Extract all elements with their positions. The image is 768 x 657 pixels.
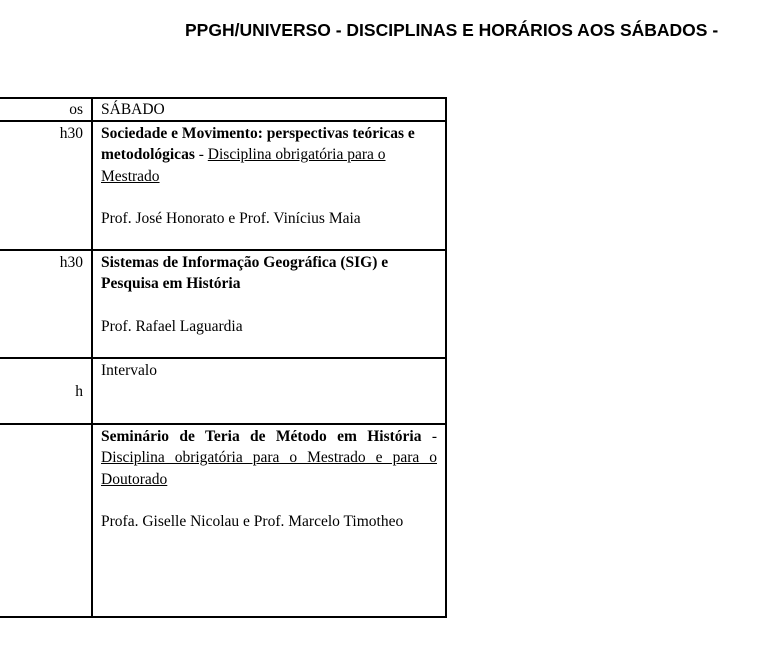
schedule-table — [0, 97, 447, 618]
course-title: Seminário de Teria de Método em História — [101, 428, 422, 445]
table-row — [0, 251, 445, 357]
course-requirement-note: Disciplina obrigatória para o Mestrado — [101, 146, 386, 185]
time-header-label: os — [69, 101, 83, 118]
course-separator: - — [194, 146, 208, 164]
course-title: Sistemas de Informação Geográfica (SIG) e Pesquisa em História — [101, 254, 389, 293]
day-header-label: SÁBADO — [101, 101, 165, 118]
time-header-cell — [0, 99, 93, 120]
table-row — [0, 425, 445, 616]
course-title: Sociedade e Movimento: perspectivas teóricas e metodológicas — [101, 125, 415, 164]
table-header-row — [0, 99, 445, 120]
course-professor: Prof. Rafael Laguardia — [101, 317, 243, 335]
course-cell — [93, 425, 445, 616]
time-cell — [0, 122, 93, 249]
time-cell — [0, 359, 93, 423]
page-title: PPGH/UNIVERSO - DISCIPLINAS E HORÁRIOS AOS SÁBADOS - — [185, 20, 719, 40]
course-separator: - — [421, 428, 437, 445]
time-cell — [0, 251, 93, 357]
course-professor: Prof. José Honorato e Prof. Vinícius Maia — [101, 209, 361, 227]
course-cell — [93, 122, 445, 249]
day-header-cell — [93, 99, 445, 120]
table-row — [0, 122, 445, 249]
break-label: Intervalo — [101, 362, 157, 379]
course-requirement-note: Disciplina obrigatória para o Mestrado e para o Doutorado — [101, 449, 437, 488]
time-value: h — [75, 383, 83, 400]
time-cell — [0, 425, 93, 616]
time-value: h30 — [59, 125, 83, 142]
table-row — [0, 359, 445, 423]
break-cell — [93, 359, 445, 423]
course-description — [101, 123, 437, 187]
course-professor: Profa. Giselle Nicolau e Prof. Marcelo Timotheo — [101, 512, 404, 530]
course-description — [101, 426, 437, 490]
time-value: h30 — [59, 254, 83, 271]
course-cell — [93, 251, 445, 357]
